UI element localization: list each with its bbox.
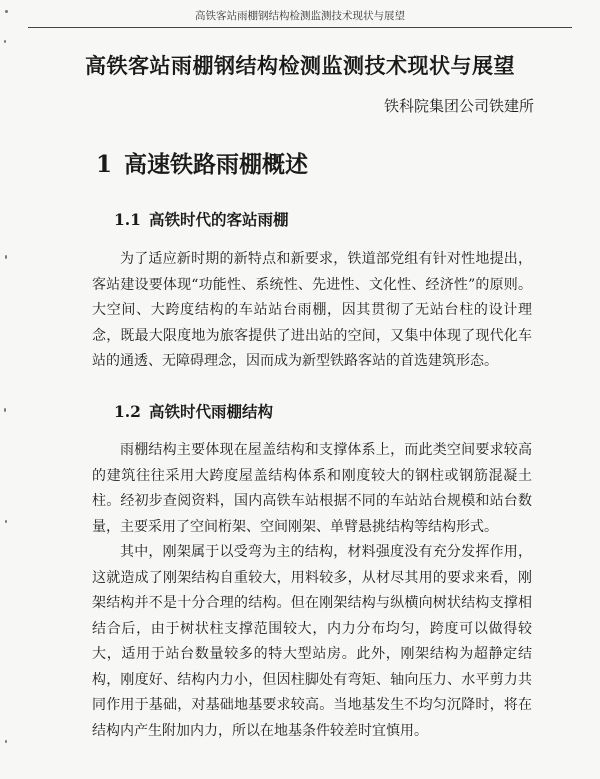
paragraph-2: 雨棚结构主要体现在屋盖结构和支撑体系上，而此类空间要求较高的建筑往往采用大跨度屋盖结构体系和刚度较大的钢柱或钢筋混凝土柱。经初步查阅资料，国内高铁车站根据不同的车站站台规模和站台数量，主要采用了空间桁架、空间刚架、单臂悬挑结构等结构形式。: [92, 442, 532, 535]
scan-speck: [5, 520, 7, 523]
subsection-title: 高铁时代雨棚结构: [148, 403, 273, 421]
scan-speck: [5, 740, 7, 743]
paragraph-1: 为了适应新时期的新特点和新要求，铁道部党组有针对性地提出，客站建设要体现“功能性、系统性、先进性、文化性、经济性”的原则。大空间、大跨度结构的车站站台雨棚，因其贯彻了无站台柱的设计理念，既最大限度地为旅客提供了进出站的空间，又集中体现了现代化车站的通透、无障碍理念，因而成为新型铁路客站的首选建筑形态。: [92, 251, 532, 369]
subsection-number: 1.2: [114, 402, 141, 421]
section-number: 1: [96, 151, 113, 178]
running-header: 高铁客站雨棚钢结构检测监测技术现状与展望: [195, 10, 405, 22]
author-affiliation: 铁科院集团公司铁建所: [383, 97, 534, 115]
scan-speck: [4, 40, 6, 43]
paragraph-3: 其中，刚架属于以受弯为主的结构，材料强度没有充分发挥作用，这就造成了刚架结构自重较大，用料较多，从材尽其用的要求来看，刚架结构并不是十分合理的结构。但在刚架结构与纵横向树状结构支撑相结合后，由于树状柱支撑范围较大，内力分布均匀，跨度可以做得较大，适用于站台数量较多的特大型站房。此外，刚架结构为超静定结构，刚度好、结构内力小，但因柱脚处有弯矩、轴向压力、水平剪力共同作用于基础，对基础地基要求较高。当地基发生不均匀沉降时，将在结构内产生附加内力，所以在地基条件较差时宜慎用。: [92, 544, 532, 739]
scan-speck: [5, 10, 8, 13]
document-title: 高铁客站雨棚钢结构检测监测技术现状与展望: [85, 54, 515, 78]
section-heading-1: [96, 146, 308, 179]
subsection-heading-1-1: [114, 208, 288, 230]
scan-speck: [4, 408, 6, 412]
header-divider: [28, 27, 572, 28]
subsection-heading-1-2: [114, 400, 273, 422]
subsection-title: 高铁时代的客站雨棚: [148, 211, 289, 229]
section-title: 高速铁路雨棚概述: [124, 152, 309, 178]
subsection-number: 1.1: [114, 210, 141, 229]
scan-speck: [5, 255, 7, 259]
